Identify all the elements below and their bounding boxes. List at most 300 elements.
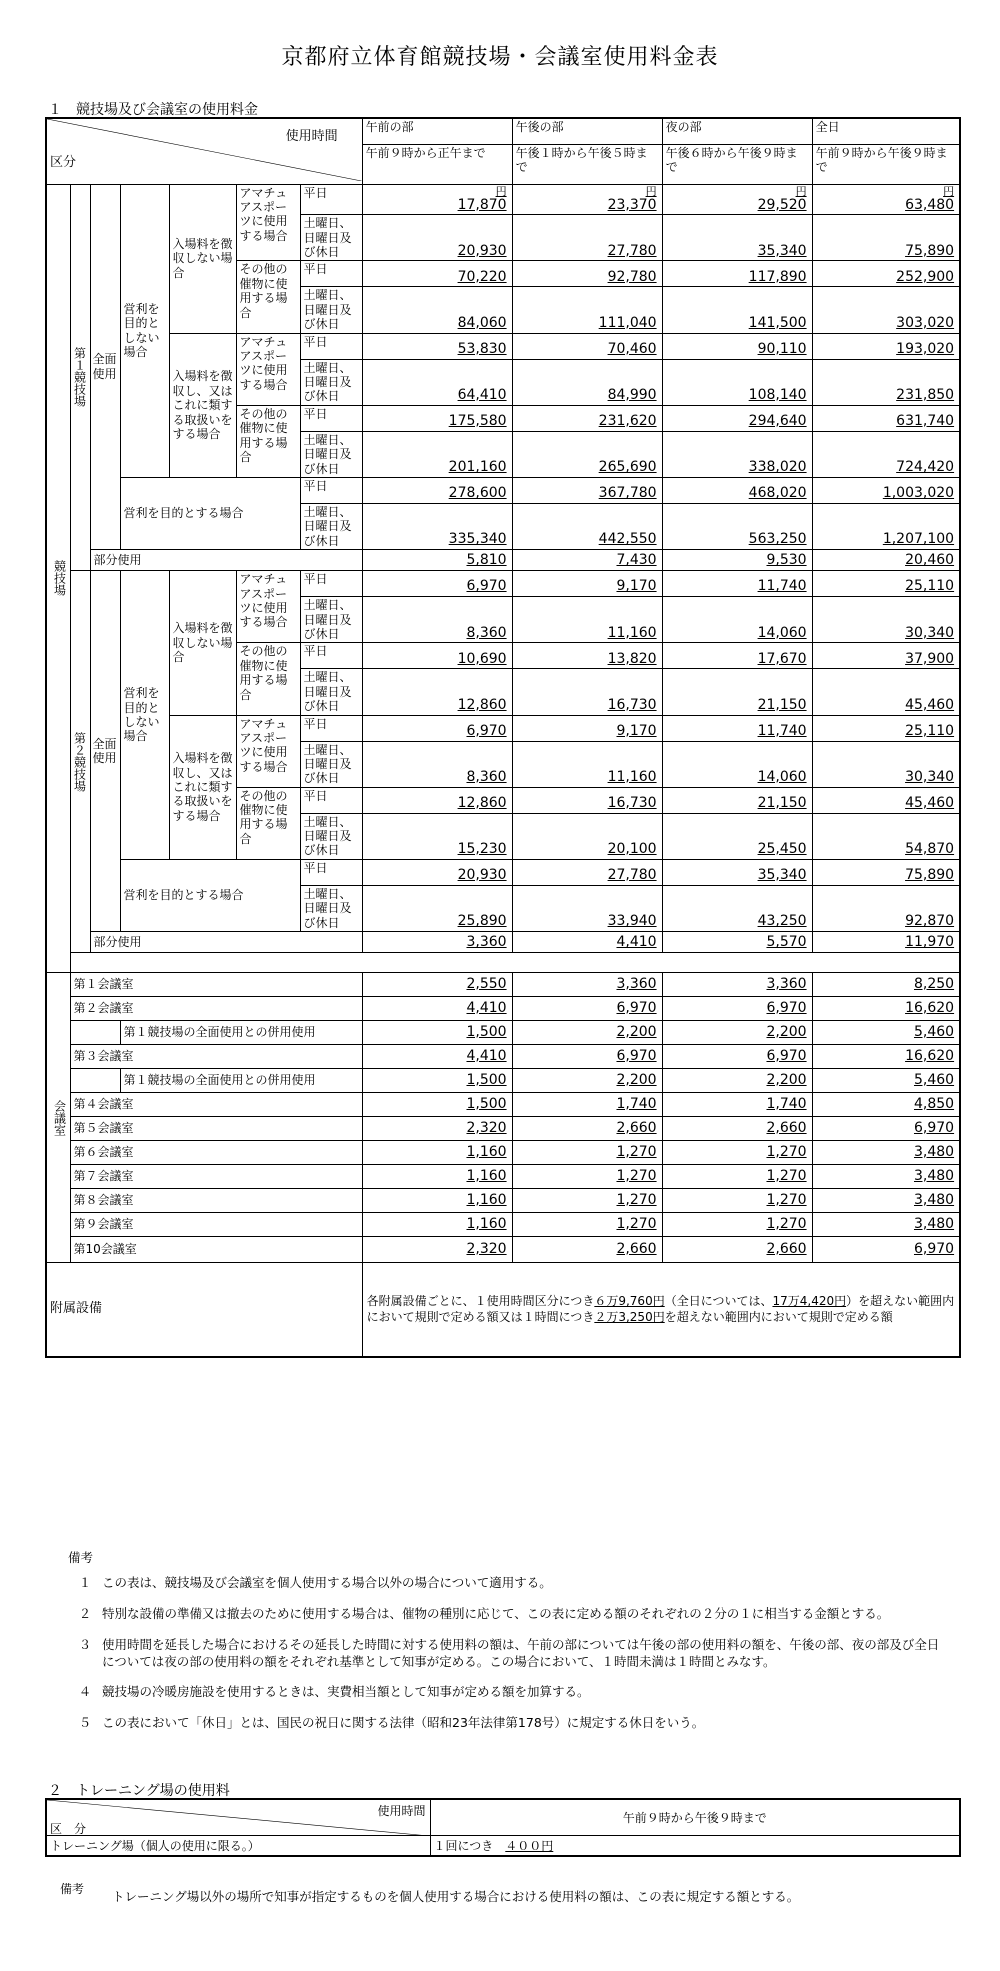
fee-amount: 1,740 bbox=[766, 1096, 807, 1113]
heijitsu-label: 平日 bbox=[300, 571, 362, 597]
fee-value bbox=[362, 503, 512, 549]
amateur-label: アマチュアスポーツに使用する場合 bbox=[236, 715, 300, 787]
fee-value bbox=[662, 1045, 812, 1069]
training-row-label: トレーニング場（個人の使用に限る。） bbox=[46, 1835, 430, 1856]
training-note: トレーニング場以外の場所で知事が指定するものを個人使用する場合における使用料の額は、この表に規定する額とする。 bbox=[112, 1889, 800, 1904]
fee-value bbox=[812, 741, 960, 787]
fee-value bbox=[362, 1213, 512, 1237]
donichi-label: 土曜日、日曜日及び休日 bbox=[300, 431, 362, 477]
fee-amount: 23,370 bbox=[607, 196, 657, 213]
room-name: 第７会議室 bbox=[70, 1165, 362, 1189]
fee-value bbox=[512, 1237, 662, 1263]
amateur-label: アマチュアスポーツに使用する場合 bbox=[236, 184, 300, 261]
fee-value bbox=[812, 287, 960, 333]
fuzoku-text-part: 各附属設備ごとに、１使用時間区分につき bbox=[366, 1294, 595, 1309]
fee-value bbox=[362, 932, 512, 953]
fee-value bbox=[512, 1213, 662, 1237]
fee-value bbox=[362, 477, 512, 503]
fee-amount: 27,780 bbox=[607, 242, 657, 259]
table-row bbox=[46, 477, 960, 503]
fee-amount: 21,150 bbox=[757, 794, 807, 811]
fee-value bbox=[512, 359, 662, 405]
room-row bbox=[46, 1213, 960, 1237]
table-row bbox=[46, 550, 960, 571]
fee-amount: 20,930 bbox=[457, 867, 507, 884]
fee-value bbox=[812, 643, 960, 669]
fee-value bbox=[662, 669, 812, 715]
heijitsu-label: 平日 bbox=[300, 184, 362, 215]
fee-amount: 5,460 bbox=[913, 1072, 955, 1089]
page-title: 京都府立体育館競技場・会議室使用料金表 bbox=[281, 45, 719, 70]
bubun-label: 部分使用 bbox=[90, 550, 362, 571]
donichi-label: 土曜日、日曜日及び休日 bbox=[300, 215, 362, 261]
fee-amount: 15,230 bbox=[457, 841, 507, 858]
fee-value bbox=[812, 1165, 960, 1189]
fee-amount: 1,160 bbox=[466, 1168, 507, 1185]
fee-amount: 4,410 bbox=[616, 934, 657, 951]
fee-value bbox=[812, 973, 960, 997]
fee-value bbox=[812, 1141, 960, 1165]
room-row bbox=[46, 1093, 960, 1117]
fee-value bbox=[662, 597, 812, 643]
fee-amount: 563,250 bbox=[748, 531, 807, 548]
fee-value bbox=[512, 1045, 662, 1069]
fee-amount: 92,780 bbox=[607, 268, 657, 285]
fee-value bbox=[362, 1189, 512, 1213]
fee-amount: 468,020 bbox=[748, 485, 807, 502]
fee-amount: 1,500 bbox=[466, 1072, 507, 1089]
fee-amount: 5,460 bbox=[913, 1024, 955, 1041]
donichi-label: 土曜日、日曜日及び休日 bbox=[300, 813, 362, 859]
donichi-label: 土曜日、日曜日及び休日 bbox=[300, 885, 362, 931]
fee-value bbox=[362, 431, 512, 477]
sonota-label: その他の催物に使用する場合 bbox=[236, 643, 300, 715]
fee-amount: 25,450 bbox=[757, 841, 807, 858]
fee-value bbox=[662, 715, 812, 741]
note-item: １ この表は、競技場及び会議室を個人使用する場合以外の場合について適用する。 bbox=[78, 1574, 552, 1590]
fee-amount: 1,270 bbox=[616, 1168, 657, 1185]
kubun-label: 区分 bbox=[50, 155, 77, 170]
eiri-nashi-label: 営利を目的としない場合 bbox=[120, 184, 169, 477]
fee-amount: 43,250 bbox=[757, 913, 807, 930]
fee-amount: 201,160 bbox=[448, 459, 507, 476]
yen-unit: 円 bbox=[943, 184, 955, 198]
fee-value bbox=[512, 405, 662, 431]
fee-amount: 1,500 bbox=[466, 1024, 507, 1041]
donichi-label: 土曜日、日曜日及び休日 bbox=[300, 741, 362, 787]
sonota-label: その他の催物に使用する場合 bbox=[236, 405, 300, 477]
fee-amount: 141,500 bbox=[748, 314, 807, 331]
fee-amount: 9,530 bbox=[766, 552, 807, 569]
stadium-label: 第１競技場 bbox=[70, 184, 90, 571]
table-row bbox=[46, 715, 960, 741]
fee-value bbox=[362, 715, 512, 741]
heiyo-label: 第１競技場の全面使用との併用使用 bbox=[120, 1069, 362, 1093]
fee-value bbox=[362, 215, 512, 261]
fee-amount: 3,480 bbox=[913, 1192, 955, 1209]
fee-value bbox=[812, 1189, 960, 1213]
fee-amount: 6,970 bbox=[616, 1000, 657, 1017]
fee-value bbox=[662, 1165, 812, 1189]
donichi-label: 土曜日、日曜日及び休日 bbox=[300, 669, 362, 715]
room-name: 第５会議室 bbox=[70, 1117, 362, 1141]
nyujo-nashi-label: 入場料を徴収しない場合 bbox=[169, 184, 236, 333]
fuzoku-text-part: ６万9,760円 bbox=[594, 1294, 665, 1309]
fee-value bbox=[512, 477, 662, 503]
fee-amount: 8,360 bbox=[466, 624, 507, 641]
room-row bbox=[46, 1069, 960, 1093]
fee-value bbox=[662, 287, 812, 333]
heijitsu-label: 平日 bbox=[300, 787, 362, 813]
fee-value bbox=[512, 431, 662, 477]
room-row bbox=[46, 997, 960, 1021]
fee-amount: 2,200 bbox=[616, 1024, 657, 1041]
fee-value bbox=[362, 405, 512, 431]
col-header-afternoon: 午後の部 bbox=[512, 118, 662, 144]
fee-amount: 75,890 bbox=[905, 867, 955, 884]
fee-amount: 2,660 bbox=[766, 1120, 807, 1137]
fee-value bbox=[662, 477, 812, 503]
fuzoku-label: 附属設備 bbox=[46, 1263, 362, 1357]
fee-value bbox=[512, 1117, 662, 1141]
fee-value bbox=[512, 859, 662, 885]
fee-amount: 117,890 bbox=[748, 268, 807, 285]
fee-amount: 63,480 bbox=[905, 196, 955, 213]
fee-amount: 27,780 bbox=[607, 867, 657, 884]
fee-amount: 45,460 bbox=[905, 696, 955, 713]
fee-value bbox=[362, 1117, 512, 1141]
fee-value bbox=[662, 813, 812, 859]
table-row bbox=[46, 333, 960, 359]
fee-amount: 25,110 bbox=[905, 722, 955, 739]
fee-amount: 54,870 bbox=[905, 841, 955, 858]
fee-value bbox=[662, 333, 812, 359]
eiri-ari-label: 営利を目的とする場合 bbox=[120, 477, 300, 549]
fee-value bbox=[362, 571, 512, 597]
room-row bbox=[46, 1237, 960, 1263]
training-note-heading: 備考 bbox=[60, 1882, 85, 1896]
fee-amount: 90,110 bbox=[757, 340, 807, 357]
fee-amount: 17,670 bbox=[757, 650, 807, 667]
fee-value bbox=[812, 885, 960, 931]
fee-value bbox=[662, 405, 812, 431]
fee-amount: 1,270 bbox=[616, 1192, 657, 1209]
fee-amount: 6,970 bbox=[913, 1120, 955, 1137]
room-row bbox=[46, 1117, 960, 1141]
fee-value bbox=[362, 885, 512, 931]
fee-amount: 5,810 bbox=[466, 552, 507, 569]
fee-amount: 17,870 bbox=[457, 196, 507, 213]
fee-amount: 16,620 bbox=[905, 1048, 955, 1065]
fee-amount: 231,620 bbox=[598, 413, 657, 430]
room-name: 第８会議室 bbox=[70, 1189, 362, 1213]
sonota-label: その他の催物に使用する場合 bbox=[236, 261, 300, 333]
fee-amount: 5,570 bbox=[766, 934, 807, 951]
stadium-label: 第２競技場 bbox=[70, 571, 90, 953]
fee-amount: 303,020 bbox=[896, 314, 955, 331]
section2-heading: ２ トレーニング場の使用料 bbox=[48, 1783, 230, 1799]
col-time-night: 午後６時から午後９時まで bbox=[662, 144, 812, 184]
heijitsu-label: 平日 bbox=[300, 261, 362, 287]
fee-value bbox=[812, 261, 960, 287]
fee-amount: 4,850 bbox=[913, 1096, 955, 1113]
heijitsu-label: 平日 bbox=[300, 405, 362, 431]
fee-value bbox=[662, 1141, 812, 1165]
donichi-label: 土曜日、日曜日及び休日 bbox=[300, 503, 362, 549]
fuzoku-text-part: ）を超えない範囲内において規則で定める額又は１時間につき bbox=[366, 1294, 955, 1325]
fee-amount: 30,340 bbox=[905, 768, 955, 785]
room-name: 第６会議室 bbox=[70, 1141, 362, 1165]
fee-amount: 11,160 bbox=[607, 624, 657, 641]
fee-value bbox=[362, 1165, 512, 1189]
fee-value bbox=[512, 287, 662, 333]
fee-value bbox=[662, 643, 812, 669]
fuzoku-row bbox=[46, 1263, 960, 1357]
fee-amount: 6,970 bbox=[766, 1000, 807, 1017]
fee-value bbox=[362, 973, 512, 997]
yen-unit: 円 bbox=[645, 184, 657, 198]
fee-amount: 53,830 bbox=[457, 340, 507, 357]
fee-amount: 1,270 bbox=[616, 1144, 657, 1161]
fee-amount: 1,160 bbox=[466, 1192, 507, 1209]
fee-amount: 12,860 bbox=[457, 794, 507, 811]
fee-value bbox=[512, 932, 662, 953]
donichi-label: 土曜日、日曜日及び休日 bbox=[300, 359, 362, 405]
training-usage-time-label: 使用時間 bbox=[377, 1804, 426, 1818]
zenmen-label: 全面使用 bbox=[90, 184, 120, 550]
fee-amount: 3,360 bbox=[466, 934, 507, 951]
fee-value bbox=[512, 973, 662, 997]
fee-amount: 8,360 bbox=[466, 768, 507, 785]
training-time: 午前９時から午後９時まで bbox=[430, 1799, 960, 1835]
fee-amount: 338,020 bbox=[748, 459, 807, 476]
fee-value bbox=[662, 503, 812, 549]
fee-value bbox=[362, 184, 512, 215]
fuzoku-text bbox=[362, 1263, 960, 1357]
fee-value bbox=[662, 1093, 812, 1117]
fee-value bbox=[812, 431, 960, 477]
fee-amount: 35,340 bbox=[757, 867, 807, 884]
fee-value bbox=[662, 741, 812, 787]
fee-amount: 30,340 bbox=[905, 624, 955, 641]
room-name: 第４会議室 bbox=[70, 1093, 362, 1117]
notes bbox=[68, 1550, 948, 1746]
heijitsu-label: 平日 bbox=[300, 643, 362, 669]
room-name: 第10会議室 bbox=[70, 1237, 362, 1263]
fee-amount: 75,890 bbox=[905, 242, 955, 259]
training-fee: ４００円 bbox=[505, 1838, 554, 1853]
fee-amount: 3,360 bbox=[616, 976, 657, 993]
fee-amount: 25,890 bbox=[457, 913, 507, 930]
fee-amount: 37,900 bbox=[905, 650, 955, 667]
fee-value bbox=[812, 477, 960, 503]
fee-amount: 11,160 bbox=[607, 768, 657, 785]
fee-value bbox=[512, 787, 662, 813]
donichi-label: 土曜日、日曜日及び休日 bbox=[300, 287, 362, 333]
fee-amount: 7,430 bbox=[616, 552, 657, 569]
fee-value bbox=[662, 1189, 812, 1213]
nyujo-ari-label: 入場料を徴収し、又はこれに類する取扱いをする場合 bbox=[169, 333, 236, 477]
fee-value bbox=[812, 1213, 960, 1237]
fee-amount: 21,150 bbox=[757, 696, 807, 713]
fee-value bbox=[512, 1189, 662, 1213]
fee-value bbox=[362, 1093, 512, 1117]
fee-value bbox=[812, 1021, 960, 1045]
fee-amount: 4,410 bbox=[466, 1000, 507, 1017]
fee-value bbox=[812, 1093, 960, 1117]
fuzoku-text-part: ２万3,250円 bbox=[594, 1310, 665, 1325]
fee-value bbox=[662, 184, 812, 215]
fee-amount: 1,740 bbox=[616, 1096, 657, 1113]
room-indent-cell bbox=[70, 1021, 120, 1045]
fee-amount: 14,060 bbox=[757, 768, 807, 785]
fee-amount: 70,460 bbox=[607, 340, 657, 357]
fee-value bbox=[662, 787, 812, 813]
col-header-night: 夜の部 bbox=[662, 118, 812, 144]
fee-amount: 1,160 bbox=[466, 1144, 507, 1161]
fee-value bbox=[812, 333, 960, 359]
fee-value bbox=[662, 431, 812, 477]
fee-amount: 84,990 bbox=[607, 387, 657, 404]
donichi-label: 土曜日、日曜日及び休日 bbox=[300, 597, 362, 643]
fee-amount: 14,060 bbox=[757, 624, 807, 641]
note-item: ４ 競技場の冷暖房施設を使用するときは、実費相当額として知事が定める額を加算する。 bbox=[78, 1684, 590, 1700]
fee-value bbox=[812, 859, 960, 885]
room-name: 第１会議室 bbox=[70, 973, 362, 997]
section1-heading: １ 競技場及び会議室の使用料金 bbox=[48, 102, 258, 118]
fee-value bbox=[662, 571, 812, 597]
fee-amount: 6,970 bbox=[616, 1048, 657, 1065]
fee-value bbox=[812, 669, 960, 715]
fee-value bbox=[512, 215, 662, 261]
fee-amount: 108,140 bbox=[748, 387, 807, 404]
fee-value bbox=[362, 550, 512, 571]
fee-value bbox=[362, 997, 512, 1021]
fuzoku-text-part: を超えない範囲内において規則で定める額 bbox=[664, 1310, 893, 1325]
fee-amount: 12,860 bbox=[457, 696, 507, 713]
fee-value bbox=[812, 715, 960, 741]
fee-value bbox=[362, 787, 512, 813]
fee-value bbox=[812, 597, 960, 643]
fee-amount: 8,250 bbox=[913, 976, 955, 993]
fee-amount: 1,207,100 bbox=[882, 531, 955, 548]
fee-amount: 1,270 bbox=[766, 1168, 807, 1185]
col-time-afternoon: 午後１時から午後５時まで bbox=[512, 144, 662, 184]
fee-amount: 45,460 bbox=[905, 794, 955, 811]
fee-value bbox=[362, 859, 512, 885]
fee-value bbox=[512, 997, 662, 1021]
fee-value bbox=[512, 643, 662, 669]
fee-value bbox=[812, 813, 960, 859]
fee-amount: 4,410 bbox=[466, 1048, 507, 1065]
note-item: ２ 特別な設備の準備又は撤去のために使用する場合は、催物の種別に応じて、この表に定める額のそれぞれの２分の１に相当する金額とする。 bbox=[78, 1605, 890, 1621]
fee-value bbox=[512, 571, 662, 597]
header-corner bbox=[46, 118, 362, 184]
sonota-label: その他の催物に使用する場合 bbox=[236, 787, 300, 859]
fee-amount: 2,660 bbox=[766, 1241, 807, 1258]
fee-value bbox=[812, 1237, 960, 1263]
fee-amount: 2,200 bbox=[766, 1072, 807, 1089]
fee-value bbox=[662, 997, 812, 1021]
fee-amount: 6,970 bbox=[466, 722, 507, 739]
fee-value bbox=[812, 405, 960, 431]
fee-amount: 111,040 bbox=[598, 314, 657, 331]
fee-amount: 294,640 bbox=[748, 413, 807, 430]
fee-value bbox=[512, 261, 662, 287]
fee-value bbox=[512, 1093, 662, 1117]
fee-value bbox=[662, 1117, 812, 1141]
table-row bbox=[46, 932, 960, 953]
fee-amount: 6,970 bbox=[766, 1048, 807, 1065]
fee-value bbox=[812, 932, 960, 953]
fee-value bbox=[512, 885, 662, 931]
fee-value bbox=[362, 741, 512, 787]
fee-amount: 1,500 bbox=[466, 1096, 507, 1113]
kyogijo-label: 競技場 bbox=[46, 184, 70, 973]
fee-amount: 2,200 bbox=[766, 1024, 807, 1041]
fee-value bbox=[812, 1117, 960, 1141]
heijitsu-label: 平日 bbox=[300, 333, 362, 359]
fee-value bbox=[512, 669, 662, 715]
fee-amount: 11,740 bbox=[757, 722, 807, 739]
fee-value bbox=[662, 1021, 812, 1045]
fee-value bbox=[812, 184, 960, 215]
training-kubun-label: 区 分 bbox=[50, 1822, 87, 1836]
fee-amount: 1,270 bbox=[766, 1144, 807, 1161]
fee-value bbox=[662, 550, 812, 571]
fee-amount: 20,930 bbox=[457, 242, 507, 259]
table-row bbox=[46, 571, 960, 597]
fee-value bbox=[512, 550, 662, 571]
fee-amount: 1,160 bbox=[466, 1216, 507, 1233]
fee-value bbox=[812, 215, 960, 261]
fee-amount: 1,270 bbox=[766, 1192, 807, 1209]
room-row bbox=[46, 1045, 960, 1069]
fee-value bbox=[362, 287, 512, 333]
room-indent-cell bbox=[70, 1069, 120, 1093]
training-header-corner bbox=[46, 1799, 430, 1835]
fee-value bbox=[812, 571, 960, 597]
fee-value bbox=[512, 813, 662, 859]
fee-value bbox=[662, 261, 812, 287]
usage-time-label: 使用時間 bbox=[285, 129, 338, 144]
fee-amount: 3,480 bbox=[913, 1216, 955, 1233]
fee-value bbox=[362, 1237, 512, 1263]
fee-amount: 1,270 bbox=[766, 1216, 807, 1233]
fee-value bbox=[512, 333, 662, 359]
fee-amount: 3,480 bbox=[913, 1168, 955, 1185]
fee-value bbox=[662, 1213, 812, 1237]
fee-amount: 3,480 bbox=[913, 1144, 955, 1161]
fee-value bbox=[812, 503, 960, 549]
fee-value bbox=[512, 597, 662, 643]
fee-value bbox=[512, 1165, 662, 1189]
training-fee-cell: １回につき ４００円 bbox=[430, 1835, 960, 1856]
fee-amount: 193,020 bbox=[896, 340, 955, 357]
spacer-cell bbox=[70, 953, 960, 973]
bubun-label: 部分使用 bbox=[90, 932, 362, 953]
fee-amount: 2,320 bbox=[466, 1241, 507, 1258]
fee-amount: 3,360 bbox=[766, 976, 807, 993]
fee-value bbox=[512, 715, 662, 741]
fee-value bbox=[662, 1069, 812, 1093]
fee-amount: 265,690 bbox=[598, 459, 657, 476]
room-row bbox=[46, 1021, 960, 1045]
room-row bbox=[46, 1141, 960, 1165]
fee-amount: 631,740 bbox=[896, 413, 955, 430]
fee-amount: 2,550 bbox=[466, 976, 507, 993]
fee-value bbox=[362, 261, 512, 287]
